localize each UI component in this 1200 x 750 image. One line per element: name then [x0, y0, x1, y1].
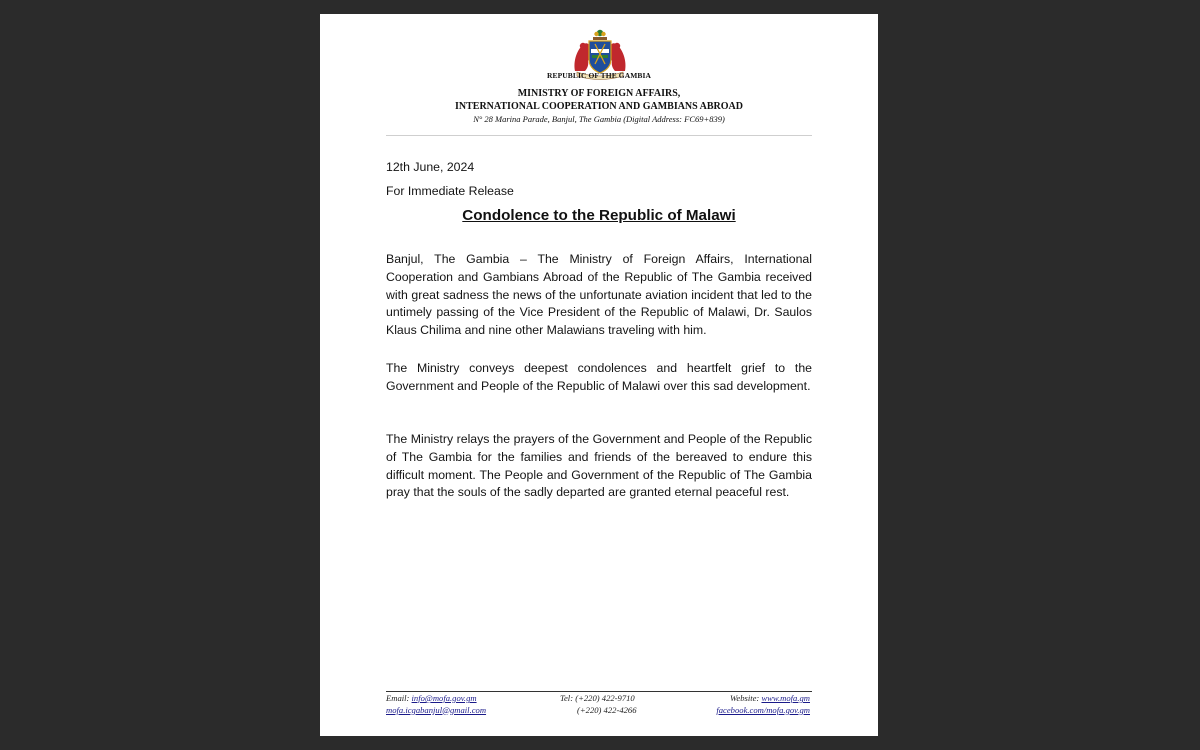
body-paragraph: The Ministry conveys deepest condolences and heartfelt grief to the Government and People of the Republic of Malawi over this sad development. [386, 361, 812, 393]
release-notice: For Immediate Release [386, 184, 514, 198]
email-link-primary[interactable]: info@mofa.gov.gm [411, 693, 477, 703]
footer-web-block [672, 693, 810, 716]
ministry-name-line-2: INTERNATIONAL COOPERATION AND GAMBIANS ABROAD [455, 101, 743, 112]
footer-divider [386, 691, 812, 692]
document-page [320, 14, 878, 736]
letter-title: Condolence to the Republic of Malawi [462, 207, 736, 224]
email-link-secondary[interactable]: mofa.icgabanjul@gmail.com [386, 704, 487, 715]
letter-date: 12th June, 2024 [386, 160, 475, 174]
email-label: Email: [386, 693, 410, 703]
footer-email-block [386, 693, 546, 716]
website-link[interactable]: www.mofa.gm [761, 693, 810, 703]
ministry-address: N° 28 Marina Parade, Banjul, The Gambia (Digital Address: FC69+839) [473, 114, 725, 124]
website-label: Website: [730, 693, 760, 703]
country-name: REPUBLIC OF THE GAMBIA [546, 71, 652, 80]
phone-number-2: (+220) 422-4266 [577, 704, 637, 715]
header-divider [386, 135, 812, 136]
phone-number-1: (+220) 422-9710 [575, 693, 635, 703]
body-paragraph: Banjul, The Gambia – The Ministry of Foreign Affairs, International Cooperation and Gambians Abroad of the Republic of The Gambia received with great sadness the news of the unfortunate aviation incident that led to the untimely passing of the Vice President of the Republic of Malawi, Dr. Saulos Klaus Chilima and nine other Malawians traveling with him. [386, 252, 812, 338]
tel-label: Tel: [560, 693, 574, 703]
facebook-link[interactable]: facebook.com/mofa.gov.gm [716, 704, 810, 715]
footer-phone-block [560, 693, 680, 716]
ministry-name-line-1: MINISTRY OF FOREIGN AFFAIRS, [517, 88, 681, 99]
body-paragraph: The Ministry relays the prayers of the Government and People of the Republic of The Gambia for the families and friends of the bereaved to endure this difficult moment. The People and Government of the Republic of The Gambia pray that the souls of the sadly departed are granted eternal peaceful rest. [386, 432, 812, 500]
